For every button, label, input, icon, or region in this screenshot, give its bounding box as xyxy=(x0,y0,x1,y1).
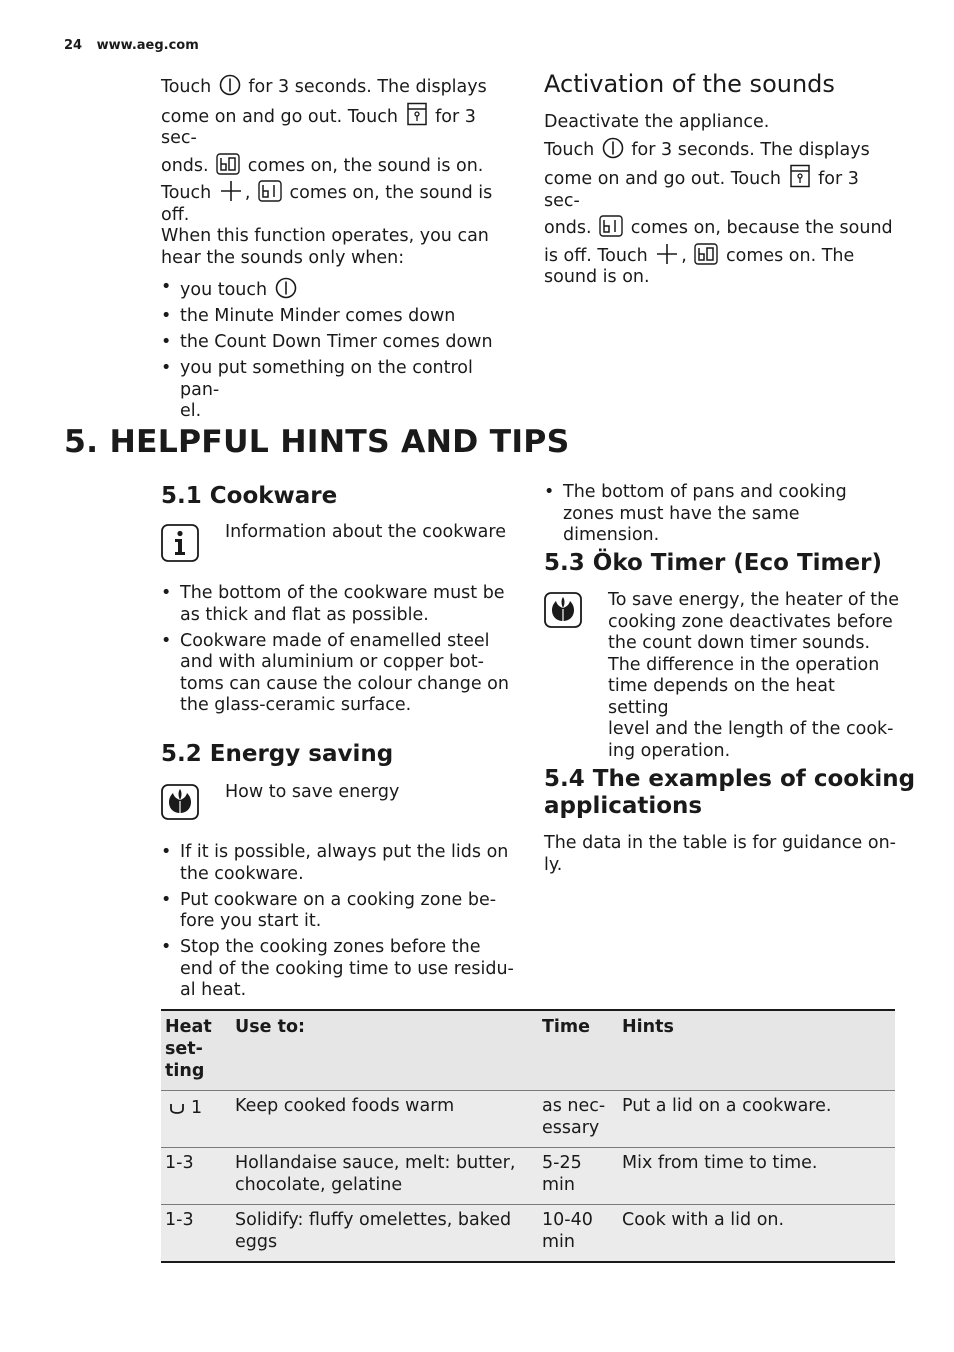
section-heading-eco-timer xyxy=(544,550,882,577)
text-run: for 3 seconds. The displays xyxy=(631,139,870,160)
display-b0-icon xyxy=(694,243,718,265)
table-row xyxy=(161,1091,895,1148)
text-run: essary xyxy=(542,1118,600,1138)
text-line: When this function operates, you can xyxy=(161,226,489,246)
text-run: • you put something on the control pan- xyxy=(180,358,473,400)
list-item xyxy=(161,358,516,423)
text-run: ting xyxy=(165,1061,205,1081)
site-url: www.aeg.com xyxy=(96,38,199,53)
text-run: chocolate, gelatine xyxy=(235,1175,403,1195)
cell-time xyxy=(538,1091,618,1148)
col-heat-setting xyxy=(161,1010,231,1091)
cell-hints: Cook with a lid on. xyxy=(618,1205,895,1263)
text-run: Touch xyxy=(161,77,212,97)
col-time: Time xyxy=(538,1010,618,1091)
info-note-cookware xyxy=(161,524,516,564)
text-run: Solidify: fluffy omelettes, baked xyxy=(235,1210,512,1230)
cell-time xyxy=(538,1148,618,1205)
text-run: , xyxy=(681,245,687,266)
text-run: for 3 seconds. The displays xyxy=(248,77,487,97)
energy-saving-list xyxy=(161,842,516,1006)
text-run: • If it is possible, always put the lids on xyxy=(180,842,509,862)
info-note-text: How to save energy xyxy=(225,782,400,802)
text-run: for 3 sec- xyxy=(161,106,476,148)
text-line: ing operation. xyxy=(608,740,731,761)
cell-time xyxy=(538,1205,618,1263)
display-b0-icon xyxy=(216,153,240,175)
text-run: Keep cooked foods warm xyxy=(235,1096,455,1116)
text-run: 10-40 xyxy=(542,1210,593,1230)
text-run: eggs xyxy=(235,1232,278,1252)
text-run: comes on, because the sound xyxy=(630,218,893,238)
section-number: 5.1 xyxy=(161,483,202,509)
display-b1-icon xyxy=(599,215,623,237)
section-title: Cookware xyxy=(209,483,338,509)
cell-hints: Put a lid on a cookware. xyxy=(618,1091,895,1148)
text-run: set- xyxy=(165,1039,203,1059)
text-run: end of the cooking time to use residu- xyxy=(180,958,514,979)
cookware-list-continued xyxy=(544,482,899,551)
list-item xyxy=(161,937,516,1002)
text-line: time depends on the heat setting xyxy=(608,676,835,718)
plus-icon xyxy=(219,180,243,202)
text-run: • Stop the cooking zones before the xyxy=(180,937,481,957)
text-run: 5-25 xyxy=(542,1153,582,1173)
section-number: 5.4 xyxy=(544,766,585,792)
list-item: • the Minute Minder comes down xyxy=(161,306,516,328)
table-row xyxy=(161,1148,895,1205)
info-note-energy xyxy=(161,784,516,824)
text-line: The data in the table is for guidance on- xyxy=(544,833,896,853)
lock-key-icon xyxy=(406,102,428,126)
cell-heat: 1-3 xyxy=(161,1148,231,1205)
text-run: you touch xyxy=(180,280,268,300)
text-run: Touch xyxy=(544,139,595,160)
section-title: Öko Timer (Eco Timer) xyxy=(592,550,882,576)
text-run: come on and go out. Touch xyxy=(161,106,398,127)
text-run: Heat xyxy=(165,1017,212,1037)
text-run: come on and go out. Touch xyxy=(544,169,781,189)
examples-intro xyxy=(544,833,899,876)
text-line: To save energy, the heater of the xyxy=(608,590,900,610)
col-hints: Hints xyxy=(618,1010,895,1091)
cooking-table xyxy=(161,1009,895,1263)
text-line: off. xyxy=(161,204,190,225)
list-item xyxy=(161,890,516,933)
text-run: • The bottom of pans and cooking xyxy=(563,482,847,502)
text-line: level and the length of the cook- xyxy=(608,719,894,739)
text-run: fore you start it. xyxy=(180,911,322,931)
eco-timer-note xyxy=(544,590,900,761)
activation-text xyxy=(544,112,899,289)
text-line: The difference in the operation xyxy=(608,654,880,675)
text-run: • The bottom of the cookware must be xyxy=(180,583,505,603)
cookware-list xyxy=(161,583,516,721)
list-item xyxy=(544,482,899,547)
text-line: ly. xyxy=(544,854,563,875)
text-run: • Put cookware on a cooking zone be- xyxy=(180,889,497,910)
text-line: hear the sounds only when: xyxy=(161,247,405,268)
chapter-number: 5. xyxy=(64,424,99,460)
section-heading-energy-saving xyxy=(161,741,393,768)
text-line: cooking zone deactivates before xyxy=(608,611,893,632)
cell-use xyxy=(231,1148,538,1205)
text-run: 1 xyxy=(191,1098,203,1118)
col-use-to: Use to: xyxy=(231,1010,538,1091)
display-b1-icon xyxy=(258,180,282,202)
text-run: zones must have the same dimension. xyxy=(563,503,800,545)
cell-use xyxy=(231,1205,538,1263)
on-off-icon xyxy=(275,277,297,299)
activation-heading: Activation of the sounds xyxy=(544,70,835,98)
list-item: • the Count Down Timer comes down xyxy=(161,332,516,354)
page-number: 24 xyxy=(64,38,83,53)
text-run: comes on. The xyxy=(725,245,855,266)
text-run: the cookware. xyxy=(180,863,304,884)
text-run: , xyxy=(244,183,251,203)
on-off-icon xyxy=(219,74,241,96)
plus-icon xyxy=(655,243,679,265)
list-item xyxy=(161,631,516,717)
text-run: the glass-ceramic surface. xyxy=(180,695,412,715)
table-header-row xyxy=(161,1010,895,1091)
text-run: al heat. xyxy=(180,980,247,1000)
text-run: and with aluminium or copper bot- xyxy=(180,652,484,672)
list-item xyxy=(161,277,516,302)
section-heading-examples xyxy=(544,766,915,820)
text-run: is off. Touch xyxy=(544,245,648,266)
text-run: Touch xyxy=(161,183,212,203)
cell-heat: 1-3 xyxy=(161,1205,231,1263)
text-run: min xyxy=(542,1175,576,1195)
text-run: as nec- xyxy=(542,1096,606,1116)
text-run: for 3 sec- xyxy=(544,169,859,211)
section-title: Energy saving xyxy=(209,741,394,767)
text-run: onds. xyxy=(161,155,209,176)
keep-warm-icon xyxy=(169,1101,185,1115)
on-off-icon xyxy=(602,137,624,159)
table-row xyxy=(161,1205,895,1263)
list-item xyxy=(161,842,516,885)
text-line: sound is on. xyxy=(544,267,650,287)
cell-heat xyxy=(161,1091,231,1148)
section-title: The examples of cooking xyxy=(592,766,916,792)
section-number: 5.3 xyxy=(544,550,585,576)
list-item xyxy=(161,583,516,626)
text-line: the count down timer sounds. xyxy=(608,633,871,653)
text-run: min xyxy=(542,1232,576,1252)
eco-timer-text xyxy=(608,590,900,762)
page-header xyxy=(64,38,199,53)
cell-hints: Mix from time to time. xyxy=(618,1148,895,1205)
info-icon xyxy=(161,524,199,562)
text-run: onds. xyxy=(544,218,592,238)
section-title-cont: applications xyxy=(544,793,703,819)
chapter-title-text: HELPFUL HINTS AND TIPS xyxy=(109,424,570,460)
text-run: toms can cause the colour change on xyxy=(180,673,509,694)
chapter-title xyxy=(64,424,569,460)
section-number: 5.2 xyxy=(161,741,202,767)
text-run: comes on, the sound is xyxy=(289,183,493,203)
text-run: el. xyxy=(180,401,202,421)
section-heading-cookware xyxy=(161,483,337,510)
text-run: • Cookware made of enamelled steel xyxy=(180,630,490,651)
sound-intro-text xyxy=(161,74,516,427)
eco-leaf-icon xyxy=(544,592,582,628)
text-run: as thick and flat as possible. xyxy=(180,604,429,625)
text-run: Hollandaise sauce, melt: butter, xyxy=(235,1153,516,1173)
cell-use xyxy=(231,1091,538,1148)
text-run: comes on, the sound is on. xyxy=(247,155,484,176)
eco-leaf-icon xyxy=(161,784,199,820)
text-line: Deactivate the appliance. xyxy=(544,112,770,132)
lock-key-icon xyxy=(789,164,811,188)
info-note-text: Information about the cookware xyxy=(225,522,506,542)
